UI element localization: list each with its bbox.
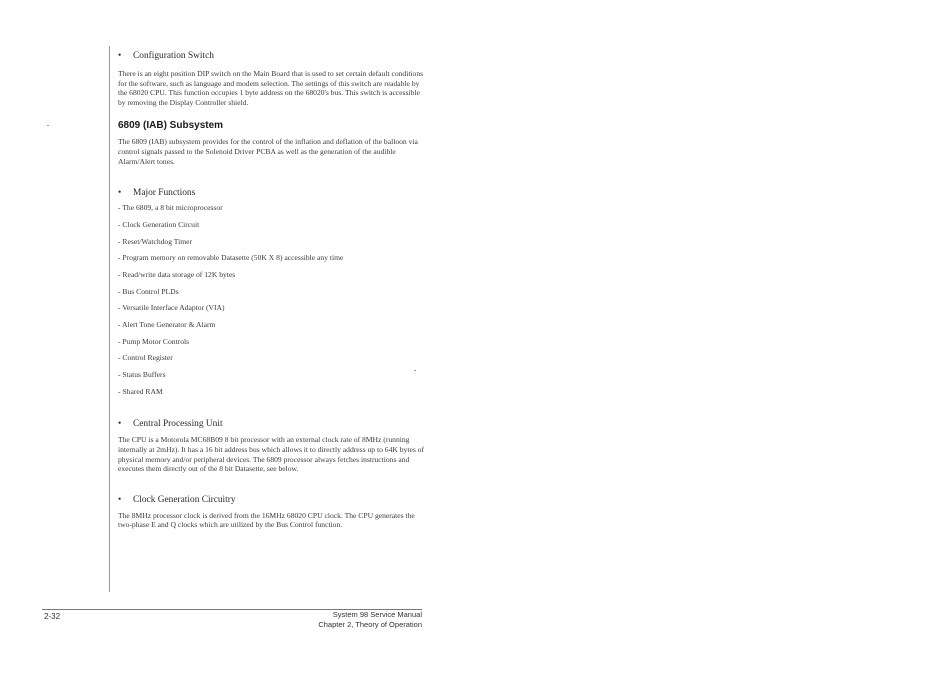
running-footer bbox=[260, 610, 422, 630]
bullet-icon: • bbox=[118, 188, 122, 199]
manual-title: System 98 Service Manual bbox=[332, 610, 422, 619]
bullet-icon: • bbox=[118, 494, 122, 505]
cpu-heading: • Central Processing Unit bbox=[118, 419, 223, 430]
bullet-icon: • bbox=[118, 419, 122, 430]
list-item: - Control Register bbox=[118, 353, 173, 363]
list-item: - Shared RAM bbox=[118, 386, 163, 396]
list-item: - Versatile Interface Adaptor (VIA) bbox=[118, 303, 225, 313]
section-title: 6809 (IAB) Subsystem bbox=[118, 120, 224, 132]
subsystem-body: The 6809 (IAB) subsystem provides for the control of the inflation and deflation of the balloon via control signals passed to the Solenoid Driver PCBA as well as the generation of the audible Alarm/Alert tones. bbox=[118, 137, 418, 166]
major-functions-heading: • Major Functions bbox=[118, 188, 196, 199]
list-item: - Read/write data storage of 12K bytes bbox=[118, 269, 236, 279]
bullet-icon: • bbox=[118, 51, 122, 61]
cpu-body: The CPU is a Motorola MC68B09 8 bit processor with an external clock rate of 8MHz (running internally at 2mHz). It has a 16 bit address bus which allows it to directly address up to 64K bytes of physical memory and/or peripheral devices. The 6809 processor always fetches instructions and executes them directly out of the 8 bit Datasette, see below. bbox=[118, 435, 425, 474]
list-item: - Pump Motor Controls bbox=[118, 336, 190, 346]
clock-body: The 8MHz processor clock is derived from the 16MHz 68020 CPU clock. The CPU generates the two-phase E and Q clocks which are utilized by the Bus Control function. bbox=[118, 510, 415, 530]
list-item: - The 6809, a 8 bit microprocessor bbox=[118, 203, 223, 213]
scan-speck bbox=[47, 125, 49, 126]
text-column bbox=[118, 50, 428, 530]
list-item: - Program memory on removable Datasette (50K X 8) accessible any time bbox=[118, 253, 344, 263]
list-item: - Alert Tone Generator & Alarm bbox=[118, 319, 216, 329]
functions-list bbox=[118, 203, 428, 403]
page-number: 2-32 bbox=[44, 612, 61, 621]
list-item: - Bus Control PLDs bbox=[118, 286, 179, 296]
config-switch-body: There is an eight position DIP switch on the Main Board that is used to set certain default conditions for the software, such as language and modem selection. The settings of this switch are readable by the 68020 CPU. This function occupies 1 byte address on the 68020's bus. This switch is accessible by removing the Display Controller shield. bbox=[118, 69, 424, 107]
config-switch-heading: • Configuration Switch bbox=[118, 51, 214, 61]
list-item: - Clock Generation Circuit bbox=[118, 219, 200, 229]
margin-rule bbox=[109, 46, 110, 592]
list-item: - Status Buffers bbox=[118, 370, 166, 380]
list-item: - Reset/Watchdog Timer bbox=[118, 236, 193, 246]
chapter-title: Chapter 2, Theory of Operation bbox=[318, 620, 422, 629]
clock-heading: • Clock Generation Circuitry bbox=[118, 494, 236, 505]
